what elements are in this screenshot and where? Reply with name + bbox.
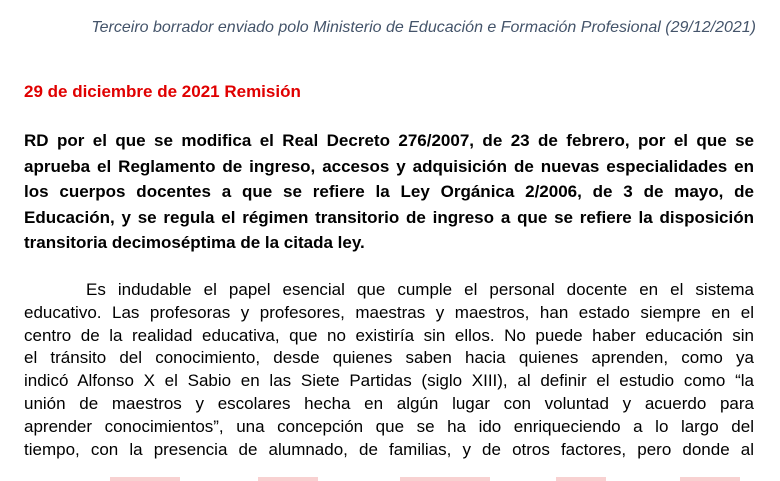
- body-line: unión de maestros y escolares hecha en algún lugar con voluntad y acuerdo para: [24, 393, 754, 413]
- watermark-fragment: [680, 477, 740, 481]
- body-line: educativo. Las profesoras y profesores, maestras y maestros, han estado siempre en el: [24, 302, 754, 322]
- body-paragraph: [24, 279, 754, 461]
- watermark-fragment: [110, 477, 180, 481]
- remision-date: 29 de diciembre de 2021 Remisión: [24, 82, 301, 101]
- watermark-fragment: [258, 477, 318, 481]
- decree-title-line: transitoria decimoséptima de la citada ley.: [24, 233, 365, 253]
- watermark-fragment: [556, 477, 606, 481]
- body-line: el tránsito del conocimiento, desde quienes saben hacia quienes aprenden, como ya: [24, 348, 754, 368]
- decree-title-line: RD por el que se modifica el Real Decreto 276/2007, de 23 de febrero, por el que se: [24, 131, 754, 150]
- body-line: indicó Alfonso X el Sabio en las Siete Partidas (siglo XIII), al definir el estudio como “la: [24, 371, 754, 391]
- decree-title-line: los cuerpos docentes a que se refiere la Ley Orgánica 2/2006, de 3 de mayo, de: [24, 182, 754, 202]
- decree-title-line: Educación, y se regula el régimen transitorio de ingreso a que se refiere la disposición: [24, 207, 754, 227]
- body-line: tiempo, con la presencia de alumnado, de familias, y de otros factores, pero donde al: [24, 439, 754, 459]
- decree-title-line: aprueba el Reglamento de ingreso, accesos y adquisición de nuevas especialidades en: [24, 156, 754, 176]
- draft-header-note: Terceiro borrador enviado polo Ministerio de Educación e Formación Profesional (29/12/2021): [91, 19, 756, 36]
- body-line: Es indudable el papel esencial que cumple el personal docente en el sistema: [86, 280, 754, 299]
- watermark-fragment: [400, 477, 490, 481]
- body-line: centro de la realidad educativa, que no existiría sin ellos. No puede haber educación sin: [24, 325, 754, 345]
- body-line: aprender conocimientos”, una concepción que se ha ido enriqueciendo a lo largo del: [24, 416, 754, 436]
- decree-title: [24, 128, 754, 256]
